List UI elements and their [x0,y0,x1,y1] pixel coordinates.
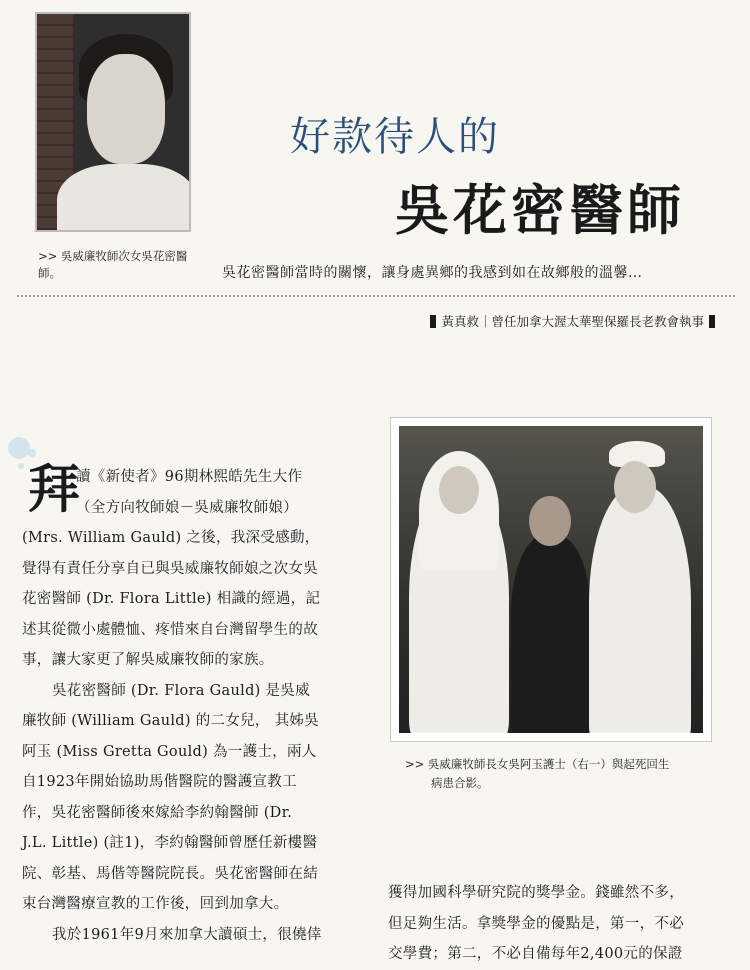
body-line: 我於1961年9月來加拿大讀碩士，很僥倖 [52,926,322,943]
body-line: 覺得有責任分享自已與吳威廉牧師娘之次女吳 [22,560,318,577]
caption-line-2: 病患合影。 [431,776,489,790]
dotted-divider [17,295,735,297]
body-line: (Mrs. William Gauld) 之後，我深受感動， [22,530,320,546]
portrait-photo [35,12,191,232]
body-line: 束台灣醫療宣教的工作後，回到加拿大。 [22,896,289,912]
body-line: 花密醫師 (Dr. Flora Little) 相識的經過，記 [22,591,321,607]
group-photo-caption [405,755,725,793]
body-line: 阿玉 (Miss Gretta Gould) 為一護士，兩人 [22,743,317,760]
body-line: 作，吳花密醫師後來嫁給李約翰醫師 (Dr. [22,804,293,821]
author-bar-left [430,315,436,328]
title-line-1: 好款待人的 [290,114,500,160]
body-line: 讀《新使者》96期林熙皓先生大作 [76,469,303,485]
body-right-column [388,878,733,970]
body-line: J.L. Little) (註1)，李約翰醫師曾歷任新樓醫 [22,835,318,851]
caption-line-1: >> 吳威廉牧師長女吳阿玉護士（右一）與起死回生 [405,757,670,771]
body-line: 吳花密醫師 (Dr. Flora Gauld) 是吳威 [52,682,310,699]
subtitle: 吳花密醫師當時的關懷，讓身處異鄉的我感到如在故鄉般的溫馨… [222,265,643,281]
author-text: 黃真救｜曾任加拿大渥太華聖保羅長老教會執事 [441,314,704,329]
body-line: 事，讓大家更了解吳威廉牧師的家族。 [22,652,274,668]
group-photo [390,417,712,742]
body-left-column [22,459,378,950]
body-line: 自1923年開始協助馬偕醫院的醫護宣教工 [22,774,297,790]
author-bar-right [709,315,715,328]
drop-cap: 拜 [28,459,81,520]
body-line: 述其從微小處體恤、疼惜來自台灣留學生的故 [22,621,318,638]
body-line: 院、彰基、馬偕等醫院院長。吳花密醫師在結 [22,865,318,882]
decorative-dot [8,437,30,459]
body-line: 但足夠生活。拿獎學金的優點是，第一，不必 [388,915,684,932]
portrait-caption: >> 吳威廉牧師次女吳花密醫師。 [38,249,188,280]
body-line: 廉牧師 (William Gauld) 的二女兒， 其姊吳 [22,713,320,729]
author-line [425,312,720,330]
body-line: （全方向牧師娘－吳威廉牧師娘） [76,499,298,516]
body-line: 交學費；第二，不必自備每年2,400元的保證 [388,946,683,962]
title-line-2: 吳花密醫師 [395,179,685,242]
body-line: 獲得加國科學研究院的獎學金。錢雖然不多， [388,885,684,901]
decorative-dot [28,449,36,457]
